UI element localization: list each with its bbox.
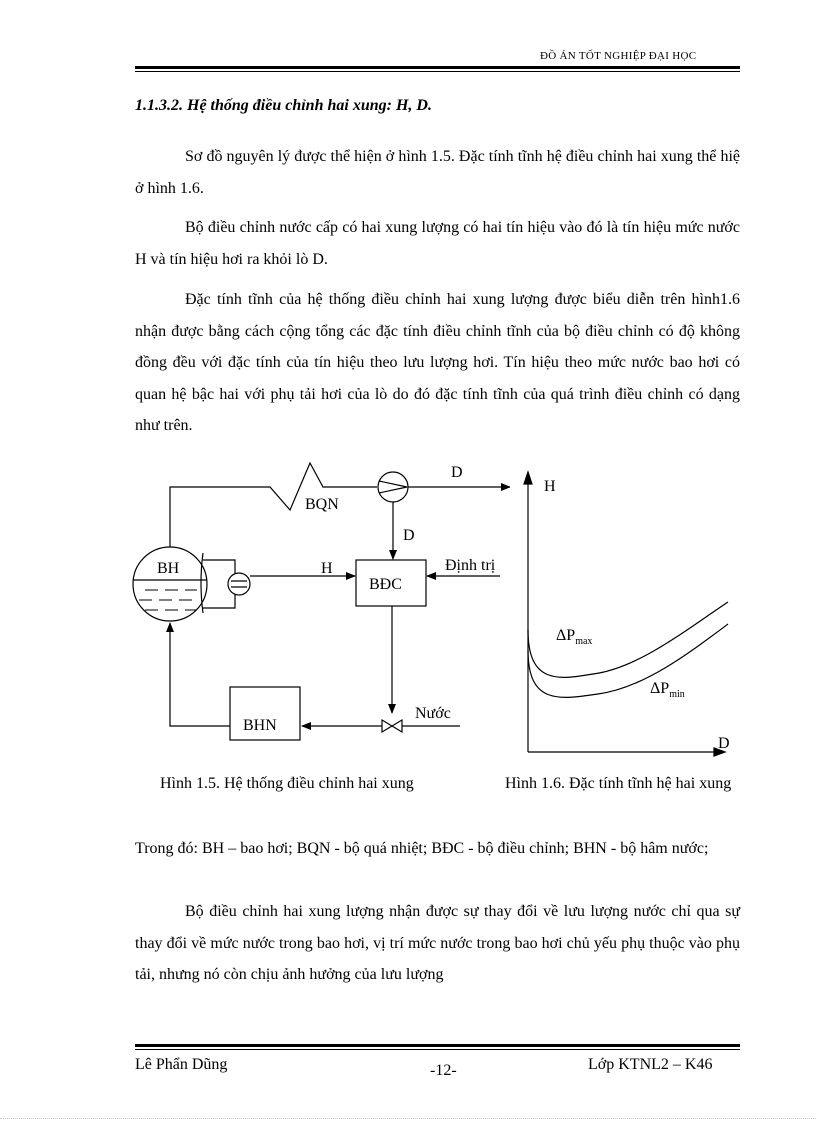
- control-valve-icon: [382, 720, 402, 732]
- label-dinh-tri: Định trị: [445, 557, 496, 574]
- caption-figure-1-5: Hình 1.5. Hệ thống điều chỉnh hai xung: [160, 775, 414, 792]
- footer-page-number: -12-: [430, 1062, 457, 1079]
- paragraph-1: Sơ đồ nguyên lý được thể hiện ở hình 1.5. Đặc tính tĩnh hệ điều chỉnh hai xung thể hiệ ở hình 1.6.: [135, 148, 740, 197]
- label-nuoc: Nước: [415, 705, 451, 722]
- caption-figure-1-6: Hình 1.6. Đặc tính tĩnh hệ hai xung: [505, 775, 732, 792]
- level-transmitter-icon: [228, 573, 250, 595]
- header-rule-thin: [135, 71, 740, 72]
- header-rule-thick: [135, 66, 740, 69]
- paragraph-4: Bộ điều chỉnh hai xung lượng nhận được sự thay đổi về lưu lượng nước chỉ qua sự thay đổi về mức nước trong bao hơi, vị trí mức nước trong bao hơi chủ yếu phụ thuộc vào phụ tải, nhưng nó còn chịu ảnh hưởng của lưu lượng: [135, 903, 740, 983]
- footer-author: Lê Phẩn Dũng: [135, 1056, 228, 1073]
- page-bottom-dotted-line: [0, 1118, 816, 1119]
- label-bqn: BQN: [305, 496, 339, 513]
- bhn-to-drum-arrow: [170, 623, 230, 726]
- page-header-title: ĐỒ ÁN TỐT NGHIỆP ĐẠI HỌC: [540, 50, 697, 62]
- label-d-top: D: [451, 464, 463, 481]
- figure-1-6-chart: [518, 462, 743, 762]
- flow-meter-icon: [378, 472, 408, 502]
- footer-rule-thick: [135, 1044, 740, 1047]
- section-heading: 1.1.3.2. Hệ thống điều chỉnh hai xung: H, D.: [135, 97, 432, 114]
- label-bdc: BĐC: [369, 576, 402, 593]
- label-bhn: BHN: [243, 717, 277, 734]
- label-bh: BH: [157, 560, 180, 577]
- footer-class: Lớp KTNL2 – K46: [588, 1056, 713, 1073]
- label-dp-max: $\Delta P_{max}$: [556, 627, 593, 647]
- label-y-axis: H: [544, 478, 556, 495]
- paragraph-2: Bộ điều chỉnh nước cấp có hai xung lượng có hai tín hiệu vào đó là tín hiệu mức nước H và tín hiệu hơi ra khỏi lò D.: [135, 219, 740, 268]
- figure-1-5-diagram: [125, 455, 510, 770]
- y-axis-arrowhead: [524, 472, 532, 484]
- label-dp-min: $\Delta P_{min}$: [650, 680, 685, 700]
- footer-rule-thin: [135, 1049, 740, 1050]
- steam-line-bqn: [170, 463, 377, 568]
- label-d-mid: D: [403, 527, 415, 544]
- label-x-axis: D: [718, 735, 730, 752]
- label-h: H: [321, 560, 333, 577]
- legend-paragraph: Trong đó: BH – bao hơi; BQN - bộ quá nhiệt; BĐC - bộ điều chỉnh; BHN - bộ hâm nước;: [135, 840, 709, 857]
- paragraph-3: Đặc tính tĩnh của hệ thống điều chỉnh hai xung lượng được biểu diễn trên hình1.6 nhận được bằng cách cộng tổng các đặc tính điều chỉnh tĩnh của bộ điều chỉnh có độ không đồng đều với đặc tính của tín hiệu theo lưu lượng hơi. Tín hiệu theo mức nước bao hơi có quan hệ bậc hai với phụ tải hơi của lò do đó đặc tính tĩnh của quá trình điều chỉnh có dạng như trên.: [135, 291, 740, 434]
